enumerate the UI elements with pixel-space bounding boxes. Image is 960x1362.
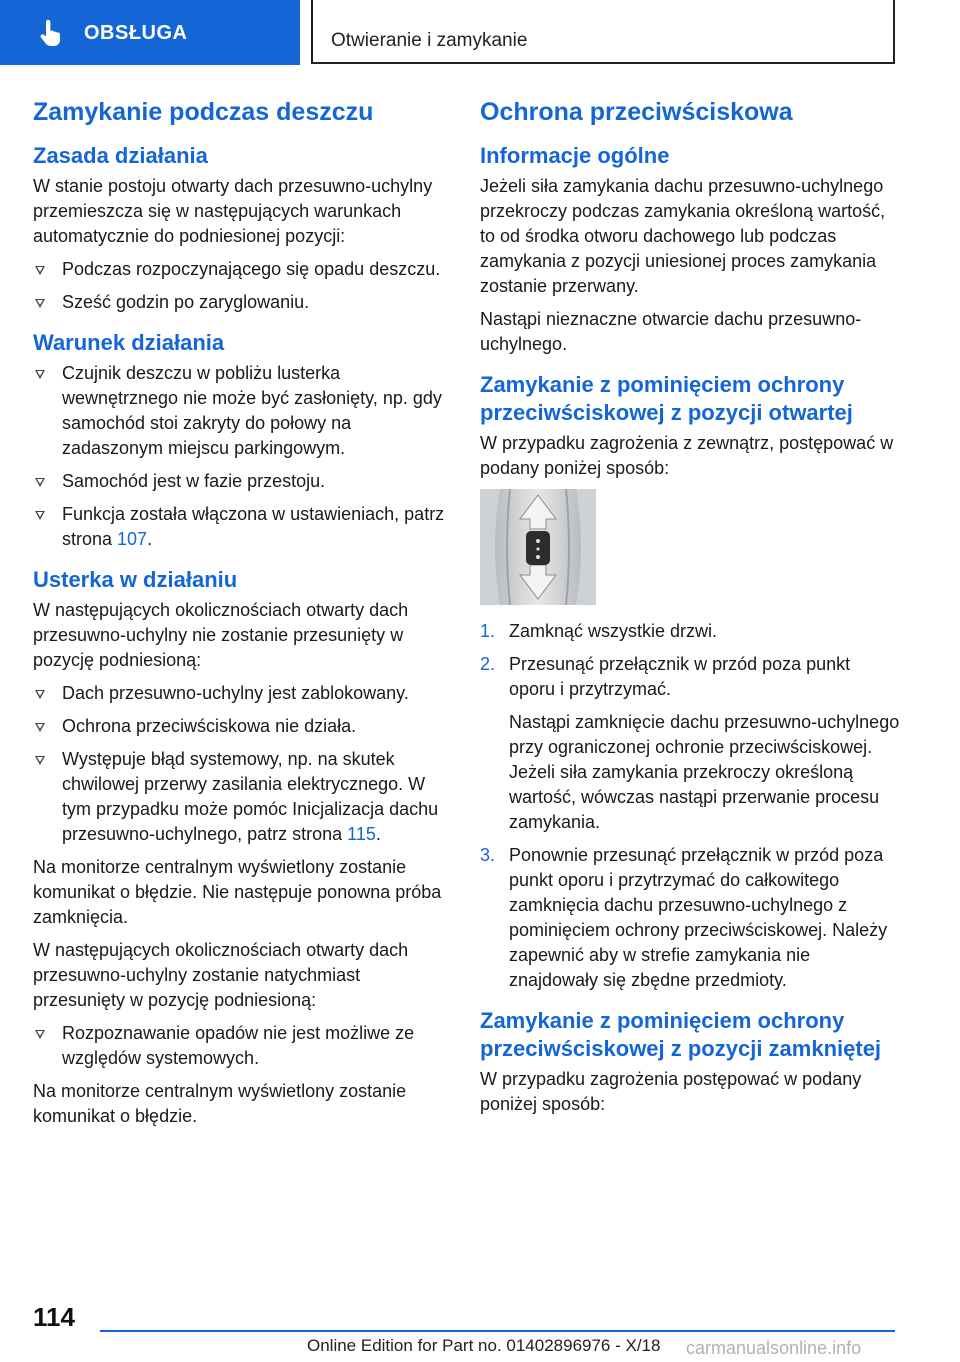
step-number: 3. (480, 845, 496, 865)
page-number: 114 (33, 1302, 75, 1332)
triangle-bullet-icon (35, 690, 45, 699)
roof-switch-image (480, 489, 596, 605)
pinch-protection-title: Ochrona przeciwściskowa (480, 98, 793, 126)
open-closing-heading: Zamykanie z pominięciem ochrony przeciwściskowej z pozycji otwartej (480, 372, 853, 425)
triangle-bullet-icon (35, 1030, 45, 1039)
list-item: Sześć godzin po zaryglowaniu. (33, 290, 448, 315)
triangle-bullet-icon (35, 723, 45, 732)
step-item: 2. Przesunąć przełącznik w przód poza punkt oporu i przytrzymać. Nastąpi zamknięcie dachu przesuwno-uchylnego przy ograniczonej ochronie przeciwściskowej. Jeżeli siła zamykania przekroczy określoną wartość, wówczas nastąpi przerwanie procesu zamykania. (480, 652, 900, 835)
triangle-bullet-icon (35, 511, 45, 520)
list-item: Ochrona przeciwściskowa nie działa. (33, 714, 448, 739)
general-info-text: Jeżeli siła zamykania dachu przesuwno-uchylnego przekroczy podczas zamykania określoną wartość, to od środka otworu dachowego lub podczas zamykania z pozycji uniesionej proces zamykania zostanie przerwany. (480, 176, 886, 296)
right-column (480, 96, 900, 1125)
condition-heading: Warunek działania (33, 330, 225, 355)
list-item: Dach przesuwno-uchylny jest zablokowany. (33, 681, 448, 706)
section-tab (0, 0, 300, 65)
step-item: 3. Ponownie przesunąć przełącznik w przód poza punkt oporu i przytrzymać do całkowitego zamknięcia dachu przesuwno-uchylnego z pominięciem ochrony przeciwściskowej. Należy zapewnić aby w strefie zamykania nie znajdowały się zbędne przedmioty. (480, 845, 888, 990)
triangle-bullet-icon (35, 299, 45, 308)
triangle-bullet-icon (35, 370, 45, 379)
malfunction-text: W następujących okolicznościach otwarty dach przesuwno-uchylny nie zostanie przesunięty w pozycję podniesioną: (33, 600, 409, 670)
step-item: 1. Zamknąć wszystkie drzwi. (480, 619, 900, 644)
malfunction-list (33, 1021, 448, 1071)
rain-closing-title: Zamykanie podczas deszczu (33, 98, 374, 126)
list-item: Rozpoznawanie opadów nie jest możliwe ze względów systemowych. (33, 1021, 448, 1071)
malfunction-heading: Usterka w działaniu (33, 567, 238, 592)
page-link[interactable]: 115 (347, 824, 376, 844)
step-note: Nastąpi zamknięcie dachu przesuwno-uchylnego przy ograniczonej ochronie przeciwściskowej. Jeżeli siła zamykania przekroczy określoną wartość, wówczas nastąpi przerwanie procesu zamykania. (509, 712, 900, 832)
footer-divider (100, 1330, 895, 1332)
closed-closing-heading: Zamykanie z pominięciem ochrony przeciwściskowej z pozycji zamkniętej (480, 1008, 882, 1061)
left-column (33, 96, 448, 1137)
principle-text: W stanie postoju otwarty dach przesuwno-uchylny przemieszcza się w następujących warunkach automatycznie do podniesionej pozycji: (33, 176, 433, 246)
triangle-bullet-icon (35, 266, 45, 275)
edition-text: Online Edition for Part no. 01402896976 - X/18 (307, 1336, 661, 1355)
list-item: Samochód jest w fazie przestoju. (33, 469, 448, 494)
open-closing-text: W przypadku zagrożenia z zewnątrz, postępować w podany poniżej sposób: (480, 433, 894, 478)
hand-pointer-icon (36, 18, 66, 48)
general-info-heading: Informacje ogólne (480, 143, 670, 168)
principle-list (33, 257, 448, 315)
triangle-bullet-icon (35, 756, 45, 765)
section-label: OBSŁUGA (84, 22, 188, 44)
malfunction-text: Na monitorze centralnym wyświetlony zostanie komunikat o błędzie. Nie następuje ponowna próba zamknięcia. (33, 857, 442, 927)
step-number: 1. (480, 621, 496, 641)
condition-list (33, 361, 448, 552)
list-item: Występuje błąd systemowy, np. na skutek chwilowej przerwy zasilania elektrycznego. W tym przypadku może pomóc Inicjalizacja dachu przesuwno-uchylnego, patrz strona 115. (33, 747, 448, 847)
list-item: Funkcja została włączona w ustawieniach, patrz strona 107. (33, 502, 448, 552)
list-item: Podczas rozpoczynającego się opadu deszczu. (33, 257, 448, 282)
closed-closing-text: W przypadku zagrożenia postępować w podany poniżej sposób: (480, 1069, 862, 1114)
step-number: 2. (480, 654, 496, 674)
page-link[interactable]: 107 (117, 529, 148, 549)
malfunction-list (33, 681, 448, 847)
roof-switch-icon (480, 489, 596, 605)
watermark: carmanualsonline.info (686, 1338, 862, 1358)
malfunction-text: W następujących okolicznościach otwarty dach przesuwno-uchylny zostanie natychmiast przesunięty w pozycję podniesioną: (33, 940, 409, 1010)
malfunction-text: Na monitorze centralnym wyświetlony zostanie komunikat o błędzie. (33, 1081, 407, 1126)
chapter-header (311, 0, 895, 64)
general-info-text: Nastąpi nieznaczne otwarcie dachu przesuwno-uchylnego. (480, 309, 862, 354)
closing-steps (480, 619, 900, 993)
principle-heading: Zasada działania (33, 143, 208, 168)
chapter-title: Otwieranie i zamykanie (331, 30, 528, 51)
triangle-bullet-icon (35, 478, 45, 487)
list-item: Czujnik deszczu w pobliżu lusterka wewnętrznego nie może być zasłonięty, np. gdy samochód stoi zakryty do połowy na zadaszonym miejscu parkingowym. (33, 361, 448, 461)
